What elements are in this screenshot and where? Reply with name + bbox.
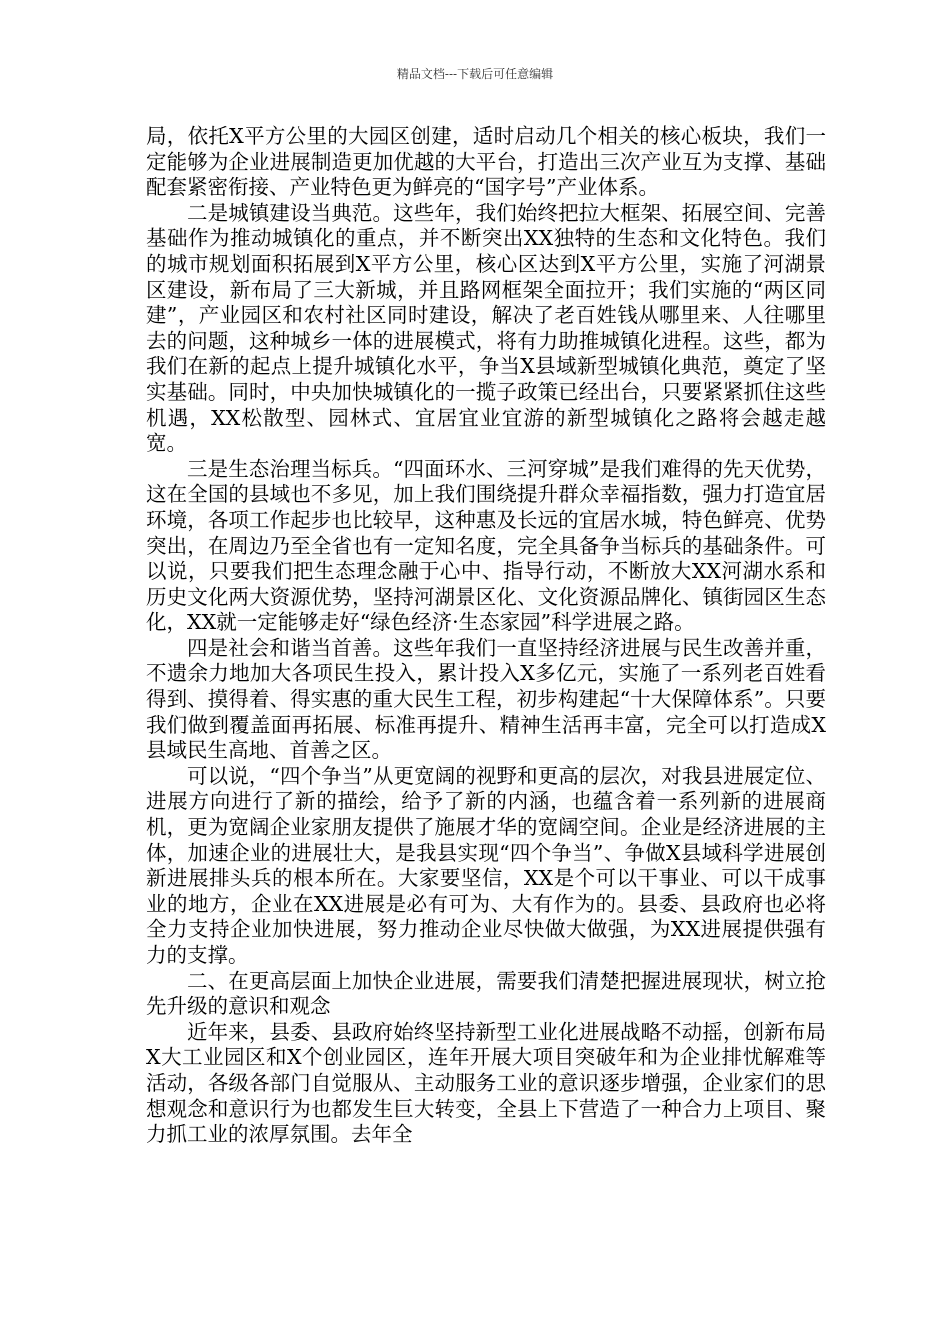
paragraph: 局，依托X平方公里的大园区创建，适时启动几个相关的核心板块，我们一定能够为企业进展制造更加优越的大平台，打造出三次产业互为支撑、基础配套紧密衔接、产业特色更为鲜亮的“国字号”产业体系。 (146, 124, 826, 200)
page-header: 精品文档---下载后可任意编辑 (396, 67, 554, 81)
paragraph: 近年来，县委、县政府始终坚持新型工业化进展战略不动摇，创新布局X大工业园区和X个创业园区，连年开展大项目突破年和为企业排忧解难等活动，各级各部门自觉服从、主动服务工业的意识逐步增强，企业家们的思想观念和意识行为也都发生巨大转变，全县上下营造了一种合力上项目、聚力抓工业的浓厚氛围。去年全 (146, 1019, 826, 1147)
paragraph: 三是生态治理当标兵。“四面环水、三河穿城”是我们难得的先天优势，这在全国的县域也不多见，加上我们围绕提升群众幸福指数，强力打造宜居环境，各项工作起步也比较早，这种惠及长远的宜居水城，特色鲜亮、优势突出，在周边乃至全省也有一定知名度，完全具备争当标兵的基础条件。可以说，只要我们把生态理念融于心中、指导行动，不断放大XX河湖水系和历史文化两大资源优势，坚持河湖景区化、文化资源品牌化、镇街园区生态化，XX就一定能够走好“绿色经济·生态家园”科学进展之路。 (146, 456, 826, 635)
paragraph: 二是城镇建设当典范。这些年，我们始终把拉大框架、拓展空间、完善基础作为推动城镇化的重点，并不断突出XX独特的生态和文化特色。我们的城市规划面积拓展到X平方公里，核心区达到X平方公里，实施了河湖景区建设，新布局了三大新城，并且路网框架全面拉开；我们实施的“两区同建”，产业园区和农村社区同时建设，解决了老百姓钱从哪里来、人往哪里去的问题，这种城乡一体的进展模式，将有力助推城镇化进程。这些，都为我们在新的起点上提升城镇化水平，争当X县域新型城镇化典范，奠定了坚实基础。同时，中央加快城镇化的一揽子政策已经出台，只要紧紧抓住这些机遇，XX松散型、园林式、宜居宜业宜游的新型城镇化之路将会越走越宽。 (146, 200, 826, 456)
paragraph: 四是社会和谐当首善。这些年我们一直坚持经济进展与民生改善并重，不遗余力地加大各项民生投入，累计投入X多亿元，实施了一系列老百姓看得到、摸得着、得实惠的重大民生工程，初步构建起“十大保障体系”。只要我们做到覆盖面再拓展、标准再提升、精神生活再丰富，完全可以打造成X县域民生高地、首善之区。 (146, 635, 826, 763)
document-body (146, 124, 826, 1148)
section-heading: 二、在更高层面上加快企业进展，需要我们清楚把握进展现状，树立抢先升级的意识和观念 (146, 968, 826, 1019)
paragraph: 可以说，“四个争当”从更宽阔的视野和更高的层次，对我县进展定位、进展方向进行了新的描绘，给予了新的内涵，也蕴含着一系列新的进展商机，更为宽阔企业家朋友提供了施展才华的宽阔空间。企业是经济进展的主体，加速企业的进展壮大，是我县实现“四个争当”、争做X县域科学进展创新进展排头兵的根本所在。大家要坚信，XX是个可以干事业、可以干成事业的地方，企业在XX进展是必有可为、大有作为的。县委、县政府也必将全力支持企业加快进展，努力推动企业尽快做大做强，为XX进展提供强有力的支撑。 (146, 763, 826, 967)
